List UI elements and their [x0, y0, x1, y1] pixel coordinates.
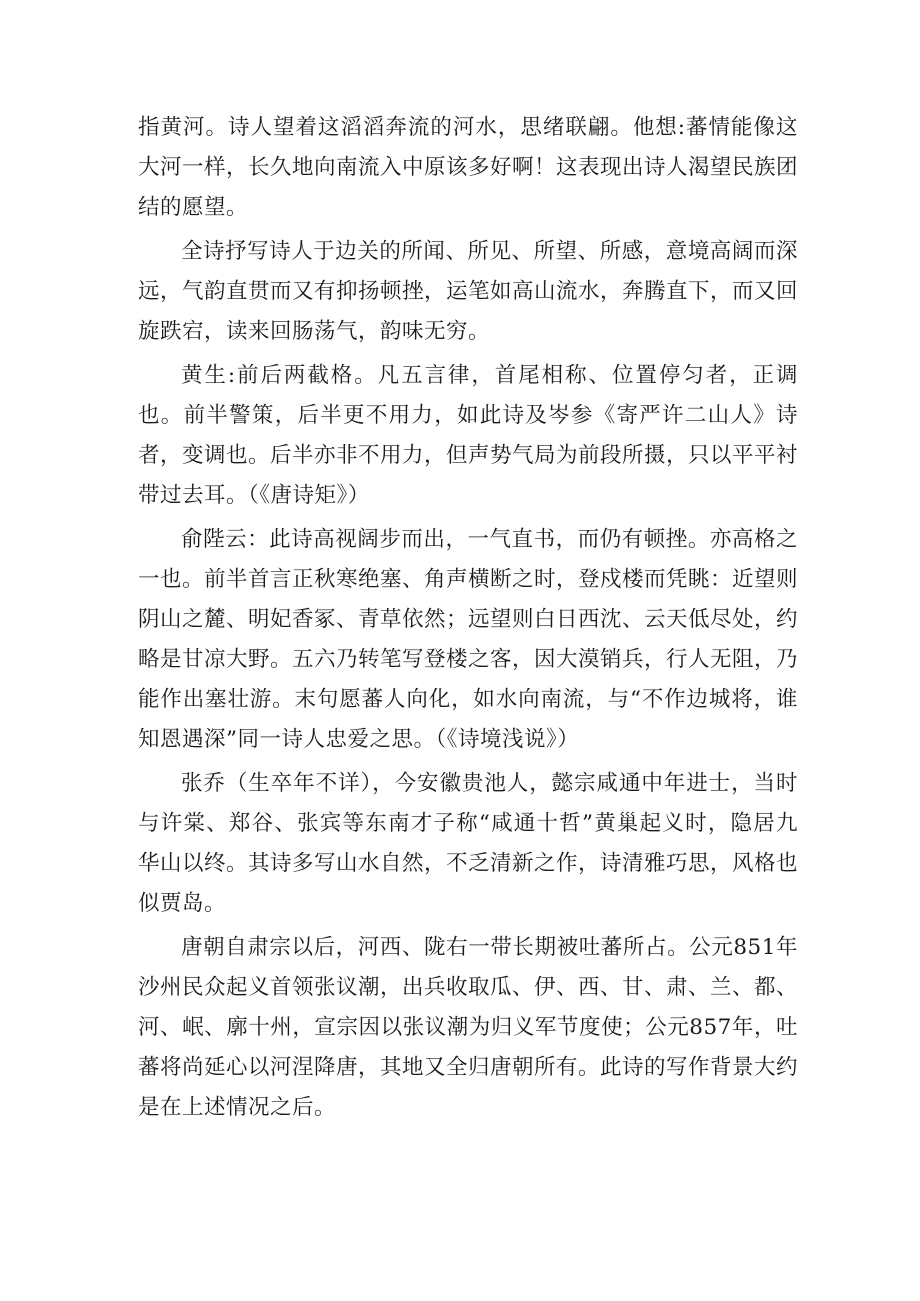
paragraph-5: 张乔（生卒年不详），今安徽贵池人，懿宗咸通中年进士，当时与许棠、郑谷、张宾等东南才子称“咸通十哲”黄巢起义时，隐居九华山以终。其诗多写山水自然，不乏清新之作，诗清雅巧思，风格也似贾岛。 [138, 771, 799, 916]
paragraph-1: 指黄河。诗人望着这滔滔奔流的河水，思绪联翩。他想:蕃情能像这大河一样，长久地向南流入中原该多好啊！这表现出诗人渴望民族团结的愿望。 [138, 115, 799, 220]
paragraph-6: 唐朝自肃宗以后，河西、陇右一带长期被吐蕃所占。公元851年沙州民众起义首领张议潮，出兵收取瓜、伊、西、甘、肃、兰、都、河、岷、廓十州，宣宗因以张议潮为归义军节度使；公元857年，吐蕃将尚延心以河涅降唐，其地又全归唐朝所有。此诗的写作背景大约是在上述情况之后。 [138, 935, 799, 1120]
document-body [138, 108, 798, 1132]
paragraph-3: 黄生:前后两截格。凡五言律，首尾相称、位置停匀者，正调也。前半警策，后半更不用力，如此诗及岑参《寄严许二山人》诗者，变调也。后半亦非不用力，但声势气局为前段所摄，只以平平衬带过去耳。（《唐诗矩》） [138, 363, 799, 508]
paragraph-4: 俞陛云：此诗高视阔步而出，一气直书，而仍有顿挫。亦高格之一也。前半首言正秋寒绝塞、角声横断之时，登戍楼而凭眺：近望则阴山之麓、明妃香冢、青草依然；远望则白日西沈、云天低尽处，约略是甘凉大野。五六乃转笔写登楼之客，因大漠销兵，行人无阻，乃能作出塞壮游。末句愿蕃人向化，如水向南流，与“不作边城将，谁知恩遇深”同一诗人忠爱之思。（《诗境浅说》） [138, 527, 799, 752]
paragraph-2: 全诗抒写诗人于边关的所闻、所见、所望、所感，意境高阔而深远，气韵直贯而又有抑扬顿挫，运笔如高山流水，奔腾直下，而又回旋跌宕，读来回肠荡气，韵味无穷。 [138, 239, 799, 344]
